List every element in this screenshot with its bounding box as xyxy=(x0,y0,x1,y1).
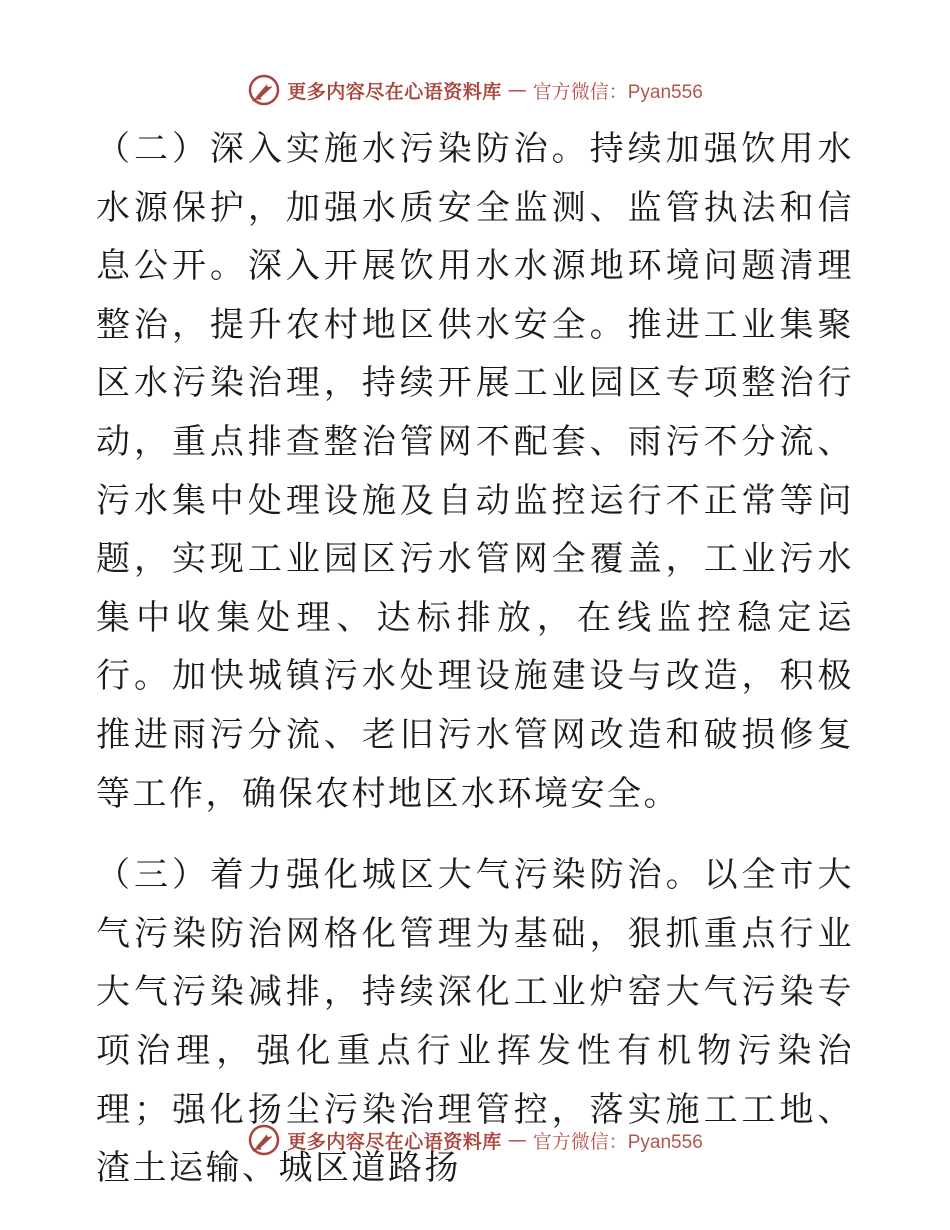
paragraph-air-pollution: （三）着力强化城区大气污染防治。以全市大气污染防治网格化管理为基础，狠抓重点行业大气污染减排，持续深化工业炉窑大气污染专项治理，强化重点行业挥发性有机物污染治理；强化扬尘污染治理管控，落实施工工地、渣土运输、城区道路扬 xyxy=(96,855,854,1189)
pen-nib-logo-icon xyxy=(247,1123,281,1157)
header-contact: 官方微信：Pyan556 xyxy=(532,81,703,103)
header-separator: — xyxy=(507,79,527,101)
footer-banner xyxy=(0,1120,950,1160)
footer-contact: 官方微信：Pyan556 xyxy=(532,1131,703,1153)
paragraph-water-pollution: （二）深入实施水污染防治。持续加强饮用水水源保护，加强水质安全监测、监管执法和信息公开。深入开展饮用水水源地环境问题清理整治，提升农村地区供水安全。推进工业集聚区水污染治理，持续开展工业园区专项整治行动，重点排查整治管网不配套、雨污不分流、污水集中处理设施及自动监控运行不正常等问题，实现工业园区污水管网全覆盖，工业污水集中收集处理、达标排放，在线监控稳定运行。加快城镇污水处理设施建设与改造，积极推进雨污分流、老旧污水管网改造和破损修复等工作，确保农村地区水环境安全。 xyxy=(96,129,854,814)
footer-promo-text: 更多内容尽在心语资料库 xyxy=(287,1130,502,1153)
header-promo-text: 更多内容尽在心语资料库 xyxy=(287,80,502,103)
document-body xyxy=(96,120,854,1198)
header-banner xyxy=(0,70,950,110)
pen-nib-logo-icon xyxy=(247,73,281,107)
footer-separator: — xyxy=(507,1129,527,1151)
